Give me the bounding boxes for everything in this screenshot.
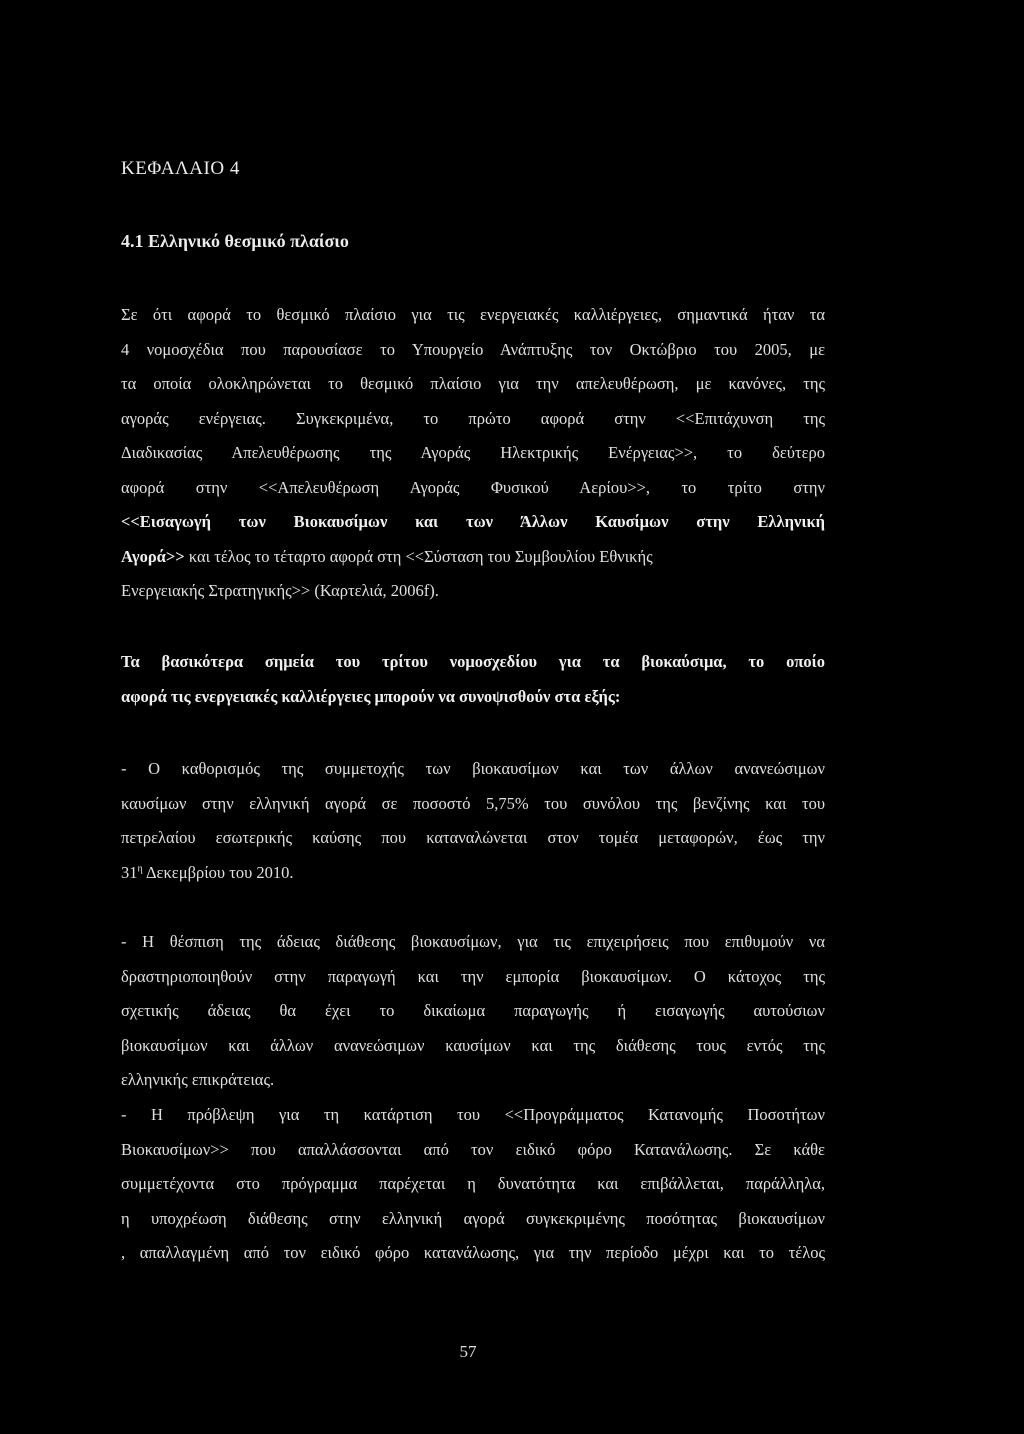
paragraph-line: ελληνικής επικράτειας. bbox=[121, 1070, 275, 1089]
paragraph-line: Βιοκαυσίμων>> που απαλλάσσονται από τον ειδικό φόρο Κατανάλωσης. Σε κάθε bbox=[121, 1139, 825, 1159]
paragraph-line: Σε ότι αφορά το θεσμικό πλαίσιο για τις ενεργειακές καλλιέργειες, σημαντικά ήταν τα bbox=[121, 305, 825, 324]
paragraph-line bbox=[121, 540, 825, 575]
paragraph-line: αφορά στην <<Απελευθέρωση Αγοράς Φυσικού Αερίου>>, το τρίτο στην bbox=[121, 477, 825, 497]
paragraph-line: συμμετέχοντα στο πρόγραμμα παρέχεται η δυνατότητα και επιβάλλεται, παράλληλα, bbox=[121, 1174, 825, 1193]
text-fragment: 31 bbox=[121, 862, 138, 882]
key-points-intro bbox=[121, 645, 825, 714]
paragraph-line: 4 νομοσχέδια που παρουσίασε το Υπουργείο Ανάπτυξης τον Οκτώβριο του 2005, με bbox=[121, 339, 825, 359]
paragraph-line: Ενεργειακής Στρατηγικής>> (Καρτελιά, 2006f). bbox=[121, 581, 439, 600]
paragraph-line: βιοκαυσίμων και άλλων ανανεώσιμων καυσίμων και της διάθεσης τους εντός της bbox=[121, 1035, 825, 1055]
paragraph-line: πετρελαίου εσωτερικής καύσης που καταναλώνεται στον τομέα μεταφορών, έως την bbox=[121, 828, 825, 847]
paragraph-line: τα οποία ολοκληρώνεται το θεσμικό πλαίσιο για την απελευθέρωση, με κανόνες, της bbox=[121, 374, 825, 393]
paragraph-line: - Η θέσπιση της άδειας διάθεσης βιοκαυσίμων, για τις επιχειρήσεις που επιθυμούν να bbox=[121, 932, 825, 951]
bullet-point-3 bbox=[121, 1098, 825, 1271]
paragraph-line bbox=[121, 856, 825, 891]
paragraph-line: Διαδικασίας Απελευθέρωσης της Αγοράς Ηλεκτρικής Ενέργειας>>, το δεύτερο bbox=[121, 443, 825, 462]
page-number: 57 bbox=[459, 1342, 477, 1361]
paragraph-line: η υποχρέωση διάθεσης στην ελληνική αγορά συγκεκριμένης ποσότητας βιοκαυσίμων bbox=[121, 1208, 825, 1228]
paragraph-line-bold: αφορά τις ενεργειακές καλλιέργειες μπορούν να συνοψισθούν στα εξής: bbox=[121, 686, 621, 706]
chapter-heading: ΚΕΦΑΛΑΙΟ 4 bbox=[121, 158, 240, 179]
text-fragment: Δεκεμβρίου του 2010. bbox=[142, 862, 294, 882]
paragraph-line: - Ο καθορισμός της συμμετοχής των βιοκαυσίμων και των άλλων ανανεώσιμων bbox=[121, 759, 825, 778]
bullet-point-2 bbox=[121, 925, 825, 1098]
paragraph-line: - Η πρόβλεψη για τη κατάρτιση του <<Προγράμματος Κατανομής Ποσοτήτων bbox=[121, 1105, 825, 1124]
text-fragment: και τέλος το τέταρτο αφορά στη <<Σύσταση του Συμβουλίου Εθνικής bbox=[184, 546, 653, 566]
intro-paragraph bbox=[121, 298, 825, 609]
paragraph-line-bold: Τα βασικότερα σημεία του τρίτου νομοσχεδίου για τα βιοκαύσιμα, το οποίο bbox=[121, 652, 825, 671]
paragraph-line: καυσίμων στην ελληνική αγορά σε ποσοστό 5,75% του συνόλου της βενζίνης και του bbox=[121, 793, 825, 813]
bold-fragment: Αγορά>> bbox=[121, 546, 185, 566]
paragraph-line: αγοράς ενέργειας. Συγκεκριμένα, το πρώτο αφορά στην <<Επιτάχυνση της bbox=[121, 408, 825, 428]
paragraph-line: , απαλλαγμένη από τον ειδικό φόρο κατανάλωσης, για την περίοδο μέχρι και το τέλος bbox=[121, 1243, 825, 1262]
paragraph-line-bold: <<Εισαγωγή των Βιοκαυσίμων και των Άλλων Καυσίμων στην Ελληνική bbox=[121, 512, 825, 531]
bullet-point-1 bbox=[121, 752, 825, 890]
section-heading: 4.1 Ελληνικό θεσμικό πλαίσιο bbox=[121, 231, 349, 251]
superscript: η bbox=[137, 863, 143, 874]
paragraph-line: σχετικής άδειας θα έχει το δικαίωμα παραγωγής ή εισαγωγής αυτούσιων bbox=[121, 1001, 825, 1020]
paragraph-line: δραστηριοποιηθούν στην παραγωγή και την εμπορία βιοκαυσίμων. Ο κάτοχος της bbox=[121, 966, 825, 986]
